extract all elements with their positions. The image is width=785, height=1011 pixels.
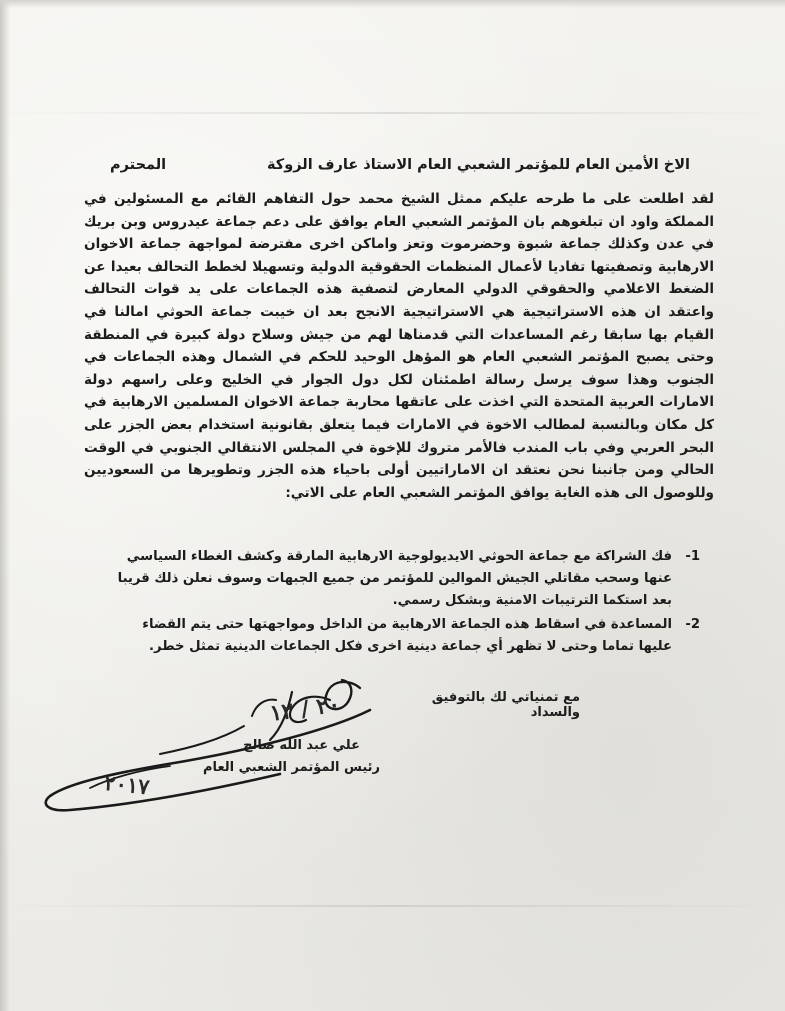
paper-crease [0, 905, 785, 907]
handwritten-year: ٢٠١٧ [103, 769, 151, 800]
signatory-name: علي عبد الله صالح [243, 738, 360, 753]
letter-closing: مع تمنياتي لك بالتوفيق والسداد [431, 690, 580, 720]
list-item-text: المساعدة في اسقاط هذه الجماعة الارهابية من الداخل ومواجهتها حتى يتم القضاء عليها تماما وحتى لا تظهر أي جماعة دينية اخرى فكل الجماعات الدينية تمثل خطر. [142, 617, 672, 654]
letter-greeting [110, 153, 690, 177]
list-item [112, 614, 700, 658]
handwritten-date: ٢٠ / ١٢ [268, 691, 342, 727]
list-item-text: فك الشراكة مع جماعة الحوثي الايديولوجية الارهابية المارقة وكشف الغطاء السياسي عنها وسحب مقاتلي الجيش الموالين للمؤتمر من جميع الجبهات وسوف نعلن ذلك قريبا بعد استكما الترتيبات الامنية وبشكل رسمي. [117, 549, 672, 608]
signatory-title: رئيس المؤتمر الشعبي العام [203, 760, 380, 775]
paper-edge-left [0, 0, 10, 1011]
paper-crease [0, 112, 785, 114]
letter-addressee: الاخ الأمين العام للمؤتمر الشعبي العام الاستاذ عارف الزوكة [266, 157, 690, 173]
terms-list [112, 546, 700, 660]
list-item [112, 546, 700, 612]
body-paragraph: لقد اطلعت على ما طرحه عليكم ممثل الشيخ محمد حول التفاهم القائم مع المسئولين في المملكة واود ان تبلغوهم بان المؤتمر الشعبي العام يوافق على دعم جماعة عيدروس وبن بريك في عدن وكذلك جماعة شبوة وحضرموت وتعز واماكن اخرى مفترضة لمواجهة جماعة الاخوان الارهابية وتصفيتها تفاديا لأعمال المنظمات الحقوقية الدولية وتسهيلا لخطط التحالف بعيدا عن الضغط الاعلامي والحقوقي الدولي المعارض لتصفية هذه الجماعات على يد قوات التحالف [84, 191, 714, 298]
letter-body [84, 188, 714, 504]
paper-edge-top [0, 0, 785, 8]
letter-honorific: المحترم [110, 157, 167, 173]
list-item-number: 1- [685, 549, 700, 564]
list-item-number: 2- [685, 617, 700, 632]
body-paragraph: واعتقد ان هذه الاستراتيجية هي الاستراتيجية الانجح بعد ان خيبت جماعة الحوثي امالنا في القيام بها سابقا رغم المساعدات التي قدمناها لهم من جيش وسلاح دولة كبيرة في المنطقة وحتى يصبح المؤتمر الشعبي العام هو المؤهل الوحيد للحكم في الشمال وهذه الجماعات في الجنوب وهذا سوف يرسل رسالة اطمئنان لكل دول الجوار في الخليج وعلى راسهم دولة الامارات العربية المتحدة التي اخذت على عاتقها محاربة جماعة الاخوان المسلمين الارهابية في كل مكان وبالنسبة لمطالب الاخوة في الامارات فيما يتعلق بقانونية استخدام بعض الجزر على البحر العربي وفي باب المندب فالأمر متروك للإخوة في المجلس الانتقالي الجنوبي في الوقت الحالي ومن جانبنا نحن نعتقد ان الاماراتيين أولى باحياء هذه الجزر وتطويرها من السعوديين وللوصول الى هذه الغاية يوافق المؤتمر الشعبي العام على الاتي: [84, 303, 714, 501]
